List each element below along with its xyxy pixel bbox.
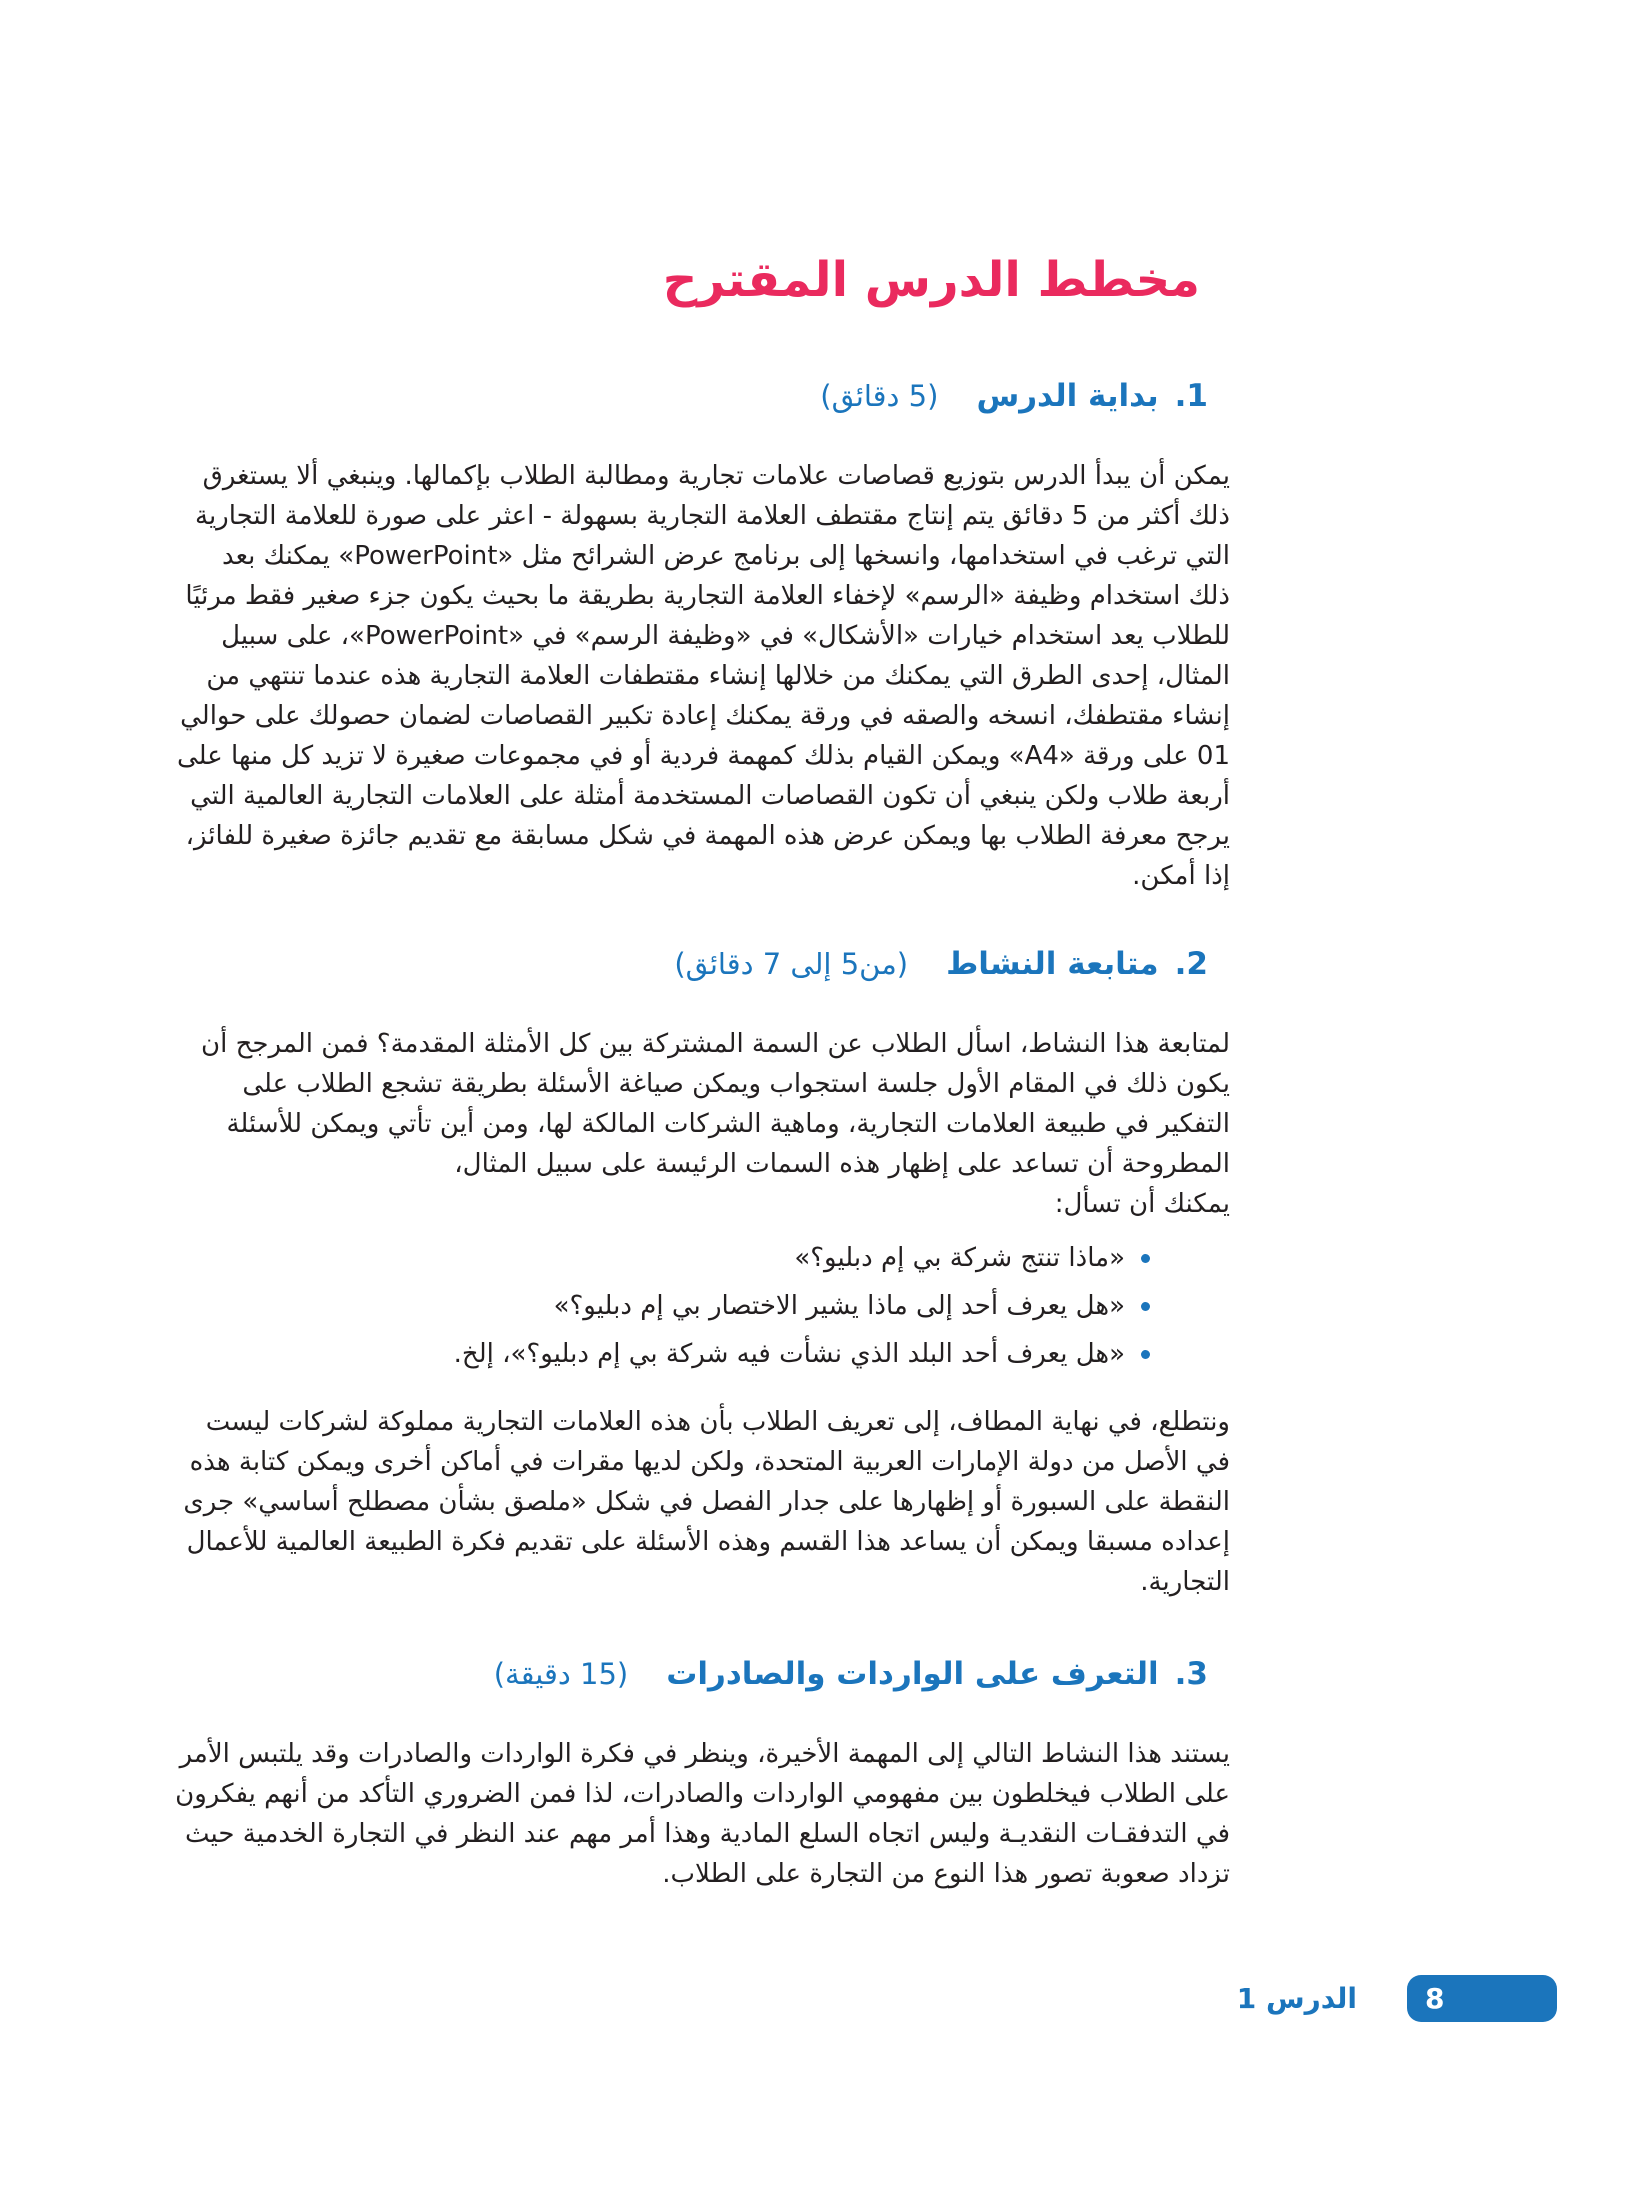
section-3-duration: (15 دقيقة) bbox=[493, 1657, 629, 1691]
page-title: مخطط الدرس المقترح bbox=[662, 252, 1200, 308]
section-3-paragraph: يستند هذا النشاط التالي إلى المهمة الأخيرة، وينظر في فكرة الواردات والصادرات وقد يلتبس الأمر على الطلاب فيخلطون بين مفهومي الواردات والصادرات، لذا فمن الضروري التأكد من أنهم يفكرون في التدفقـات النقديـة وليس اتجاه السلع المادية وهذا أمر مهم عند النظر في التجارة الخدمية حيث تزداد صعوبة تصور هذا النوع من التجارة على الطلاب. bbox=[175, 1739, 1230, 1889]
footer-lesson-label: الدرس 1 bbox=[1236, 1982, 1357, 2015]
section-2-closing-paragraph: ونتطلع، في نهاية المطاف، إلى تعريف الطلاب بأن هذه العلامات التجارية مملوكة لشركات ليست في الأصل من دولة الإمارات العربية المتحدة، ولكن لديها مقرات في أماكن أخرى ويمكن كتابة هذه النقطة على السبورة أو إظهارها على جدار الفصل في شكل «ملصق بشأن مصطلح أساسي» جرى إعداده مسبقا ويمكن أن يساعد هذا القسم وهذه الأسئلة على تقديم فكرة الطبيعة العالمية للأعمال التجارية. bbox=[183, 1407, 1230, 1597]
section-1-number: 1. bbox=[1174, 378, 1208, 414]
bullet-text: «ماذا تنتج شركة بي إم دبليو؟» bbox=[794, 1243, 1125, 1273]
section-1-paragraph: يمكن أن يبدأ الدرس بتوزيع قصاصات علامات تجارية ومطالبة الطلاب بإكمالها. وينبغي ألا يستغرق ذلك أكثر من 5 دقائق يتم إنتاج مقتطف العلامة التجارية بسهولة - اعثر على صورة للعلامة التجارية التي ترغب في استخدامها، وانسخها إلى برنامج عرض الشرائح مثل «PowerPoint» يمكنك بعد ذلك استخدام وظيفة «الرسم» لإخفاء العلامة التجارية بطريقة ما بحيث يكون جزء صغير فقط مرئيًا للطلاب يعد استخدام خيارات «الأشكال» في «وظيفة الرسم» في «PowerPoint»، على سبيل المثال، إحدى الطرق التي يمكنك من خلالها إنشاء مقتطفات العلامة التجارية هذه عندما تنتهي من إنشاء مقتطفك، انسخه والصقه في ورقة يمكنك إعادة تكبير القصاصات لضمان حصولك على حوالي 01 على ورقة «A4» ويمكن القيام بذلك كمهمة فردية أو في مجموعات صغيرة لا تزيد كل منها على أربعة طلاب ولكن ينبغي أن تكون القصاصات المستخدمة أمثلة على العلامات التجارية العالمية التي يرجح معرفة الطلاب بها ويمكن عرض هذه المهمة في شكل مسابقة مع تقديم جائزة صغيرة للفائز، إذا أمكن. bbox=[177, 461, 1230, 891]
section-2-duration: (من5 إلى 7 دقائق) bbox=[674, 947, 909, 981]
section-3-heading bbox=[175, 1652, 1208, 1696]
bullet-text: «هل يعرف أحد إلى ماذا يشير الاختصار بي إم دبليو؟» bbox=[553, 1291, 1125, 1321]
question-bullet-list bbox=[175, 1238, 1230, 1374]
section-2-title: متابعة النشاط bbox=[946, 946, 1159, 982]
section-1-heading bbox=[175, 374, 1208, 418]
section-2-intro-paragraph: لمتابعة هذا النشاط، اسأل الطلاب عن السمة المشتركة بين كل الأمثلة المقدمة؟ فمن المرجح أن يكون ذلك في المقام الأول جلسة استجواب ويمكن صياغة الأسئلة بطريقة تشجع الطلاب على التفكير في طبيعة العلامات التجارية، وماهية الشركات المالكة لها، ومن أين تأتي ويمكن للأسئلة المطروحة أن تساعد على إظهار هذه السمات الرئيسة على سبيل المثال، bbox=[201, 1029, 1230, 1179]
list-item bbox=[175, 1286, 1150, 1326]
bullet-dot-icon bbox=[1141, 1254, 1150, 1263]
section-2-heading bbox=[175, 942, 1208, 986]
section-2-ask-line: يمكنك أن تسأل: bbox=[1054, 1189, 1230, 1219]
section-1-title: بداية الدرس bbox=[976, 378, 1159, 414]
page-number-bar bbox=[1407, 1975, 1557, 2022]
text-column bbox=[175, 0, 1230, 1894]
bullet-text: «هل يعرف أحد البلد الذي نشأت فيه شركة بي إم دبليو؟»، إلخ. bbox=[453, 1339, 1125, 1369]
bullet-dot-icon bbox=[1141, 1350, 1150, 1359]
list-item bbox=[175, 1334, 1150, 1374]
section-1-duration: (5 دقائق) bbox=[820, 379, 939, 413]
list-item bbox=[175, 1238, 1150, 1278]
section-3-number: 3. bbox=[1174, 1656, 1208, 1692]
page-number: 8 bbox=[1425, 1982, 1445, 2015]
bullet-dot-icon bbox=[1141, 1302, 1150, 1311]
section-2-number: 2. bbox=[1174, 946, 1208, 982]
section-3-title: التعرف على الواردات والصادرات bbox=[666, 1656, 1159, 1692]
